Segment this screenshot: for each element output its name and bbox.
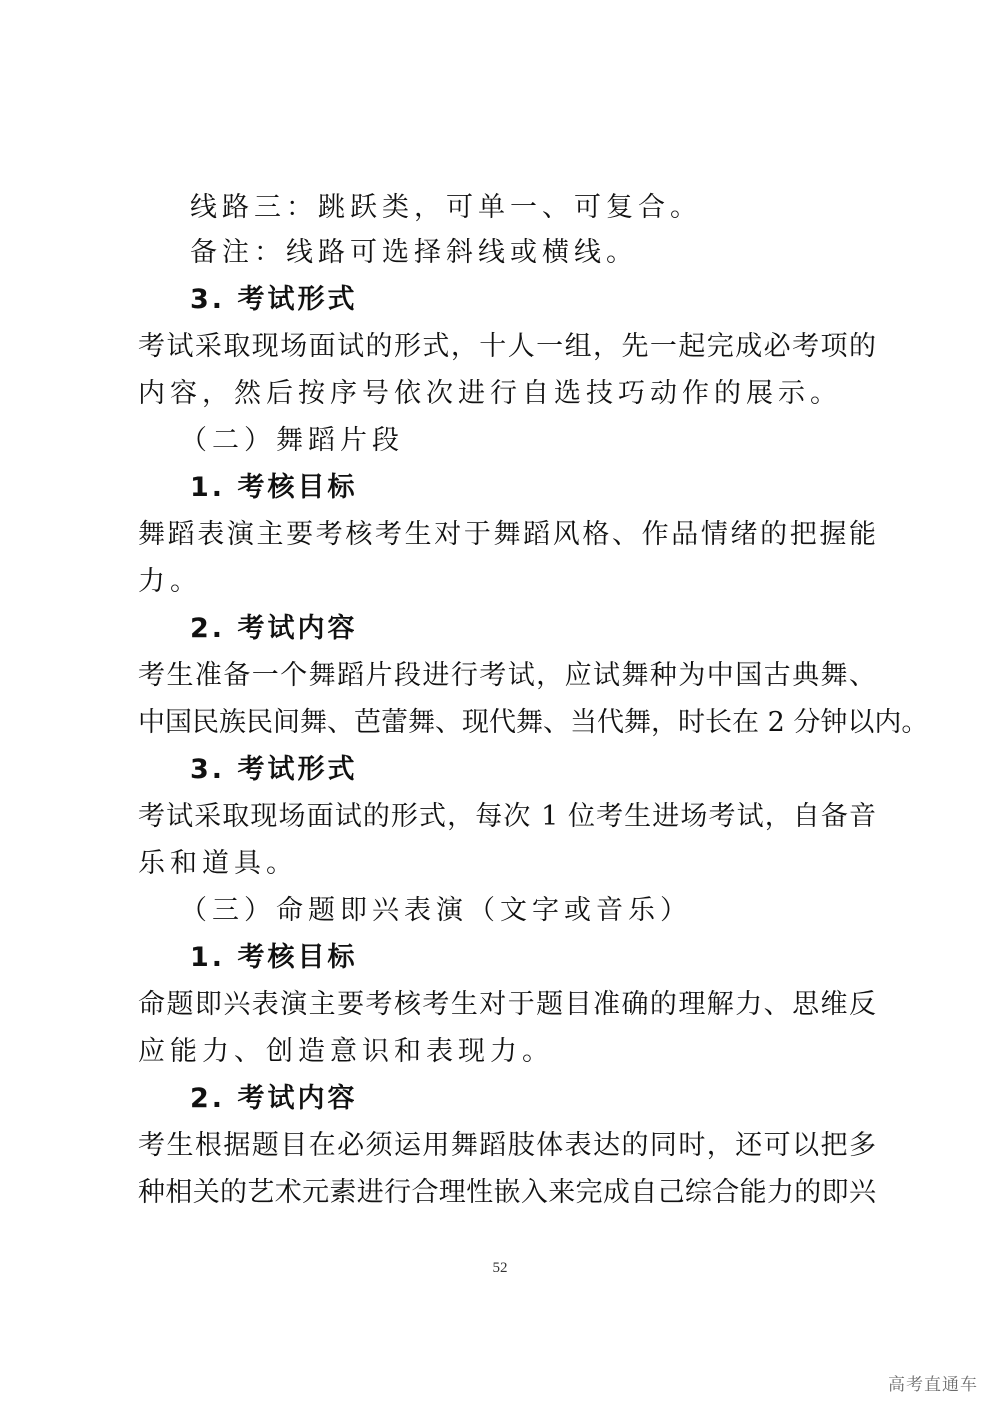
heading-exam-format: 3. 考试形式 — [190, 284, 358, 315]
section-heading-dance-clip: （二）舞蹈片段 — [180, 425, 404, 456]
page-number: 52 — [492, 1260, 508, 1276]
paragraph-line: 应能力、创造意识和表现力。 — [138, 1036, 554, 1067]
paragraph-line: 考试采取现场面试的形式，十人一组，先一起完成必考项的 — [138, 331, 876, 362]
heading-assessment-goal: 1. 考核目标 — [190, 472, 358, 503]
paragraph-line: 命题即兴表演主要考核考生对于题目准确的理解力、思维反 — [138, 989, 876, 1020]
paragraph-line: 考试采取现场面试的形式，每次 1 位考生进场考试，自备音 — [138, 801, 876, 832]
heading-assessment-goal: 1. 考核目标 — [190, 942, 358, 973]
route-three-line: 线路三：跳跃类，可单一、可复合。 — [190, 192, 702, 223]
paragraph-line: 考生准备一个舞蹈片段进行考试，应试舞种为中国古典舞、 — [138, 660, 876, 691]
paragraph-line: 种相关的艺术元素进行合理性嵌入来完成自己综合能力的即兴 — [138, 1177, 876, 1208]
watermark: 高考直通车 — [888, 1375, 978, 1395]
remark-line: 备注：线路可选择斜线或横线。 — [190, 237, 638, 268]
section-heading-improvisation: （三）命题即兴表演（文字或音乐） — [180, 895, 692, 926]
paragraph-line: 力。 — [138, 566, 202, 597]
heading-exam-format: 3. 考试形式 — [190, 754, 358, 785]
heading-exam-content: 2. 考试内容 — [190, 1083, 358, 1114]
paragraph-line: 中国民族民间舞、芭蕾舞、现代舞、当代舞，时长在 2 分钟以内。 — [138, 707, 929, 738]
paragraph-line: 乐和道具。 — [138, 848, 298, 879]
paragraph-line: 舞蹈表演主要考核考生对于舞蹈风格、作品情绪的把握能 — [138, 519, 876, 550]
heading-exam-content: 2. 考试内容 — [190, 613, 358, 644]
paragraph-line: 内容，然后按序号依次进行自选技巧动作的展示。 — [138, 378, 842, 409]
paragraph-line: 考生根据题目在必须运用舞蹈肢体表达的同时，还可以把多 — [138, 1130, 876, 1161]
